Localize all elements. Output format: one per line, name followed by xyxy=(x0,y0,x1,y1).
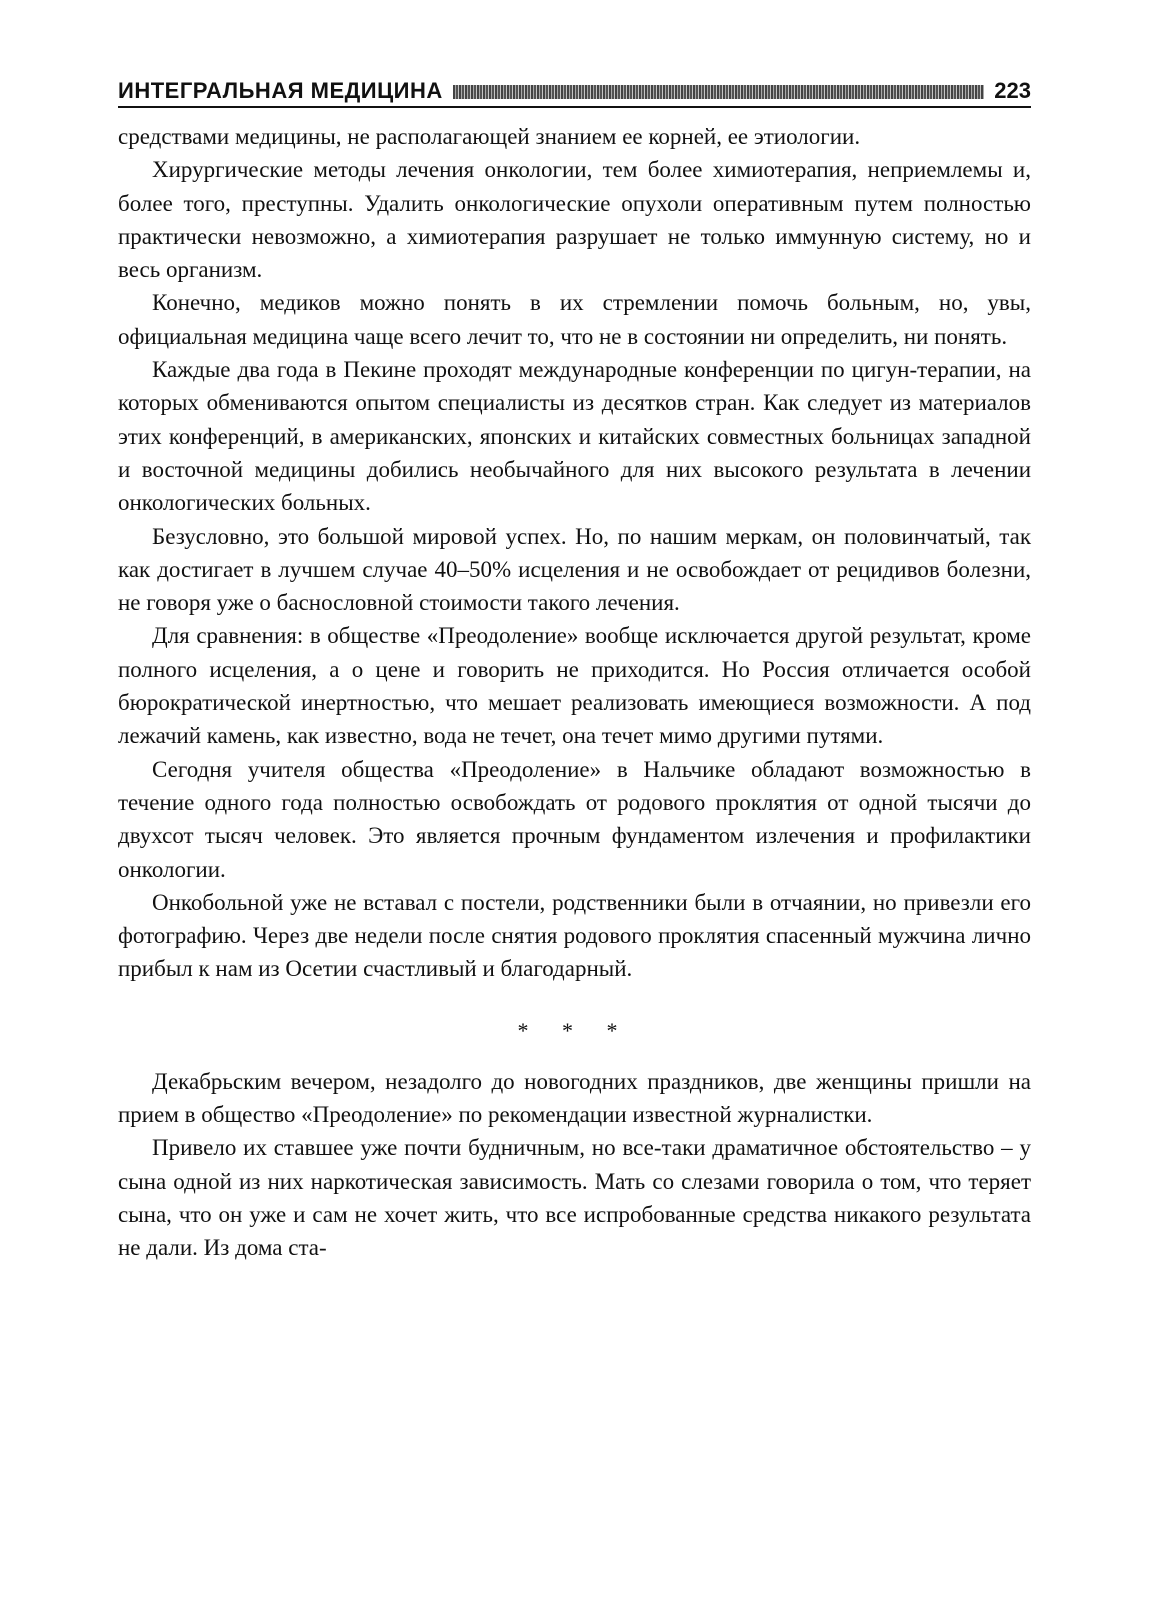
body-text xyxy=(118,120,1031,1265)
paragraph: Конечно, медиков можно понять в их стремлении помочь больным, но, увы, официальная медицина чаще всего лечит то, что не в состоянии ни определить, ни понять. xyxy=(118,290,1031,349)
paragraph: средствами медицины, не располагающей знанием ее корней, ее этиологии. xyxy=(118,124,861,149)
paragraph: Онкобольной уже не вставал с постели, родственники были в отчаянии, но привезли его фотографию. Через две недели после снятия родового проклятия спасенный мужчина лично прибыл к нам из Осетии счастливый и благодарный. xyxy=(118,889,1031,982)
page-number: 223 xyxy=(994,78,1031,103)
paragraph: Привело их ставшее уже почти будничным, но все-таки драматичное обстоятельство – у сына одной из них наркотическая зависимость. Мать со слезами говорила о том, что теряет сына, что он уже и сам не хочет жить, что все испробованные средства никакого результата не дали. Из дома ста- xyxy=(118,1135,1031,1261)
paragraph: Каждые два года в Пекине проходят международные конференции по цигун-терапии, на которых обмениваются опытом специалисты из десятков стран. Как следует из материалов этих конференций, в американских, японских и китайских совместных больницах западной и восточной медицины добились необычайного для них высокого результата в лечении онкологических больных. xyxy=(118,357,1031,516)
section-separator: * * * xyxy=(517,1017,632,1043)
paragraph: Для сравнения: в обществе «Преодоление» вообще исключается другой результат, кроме полного исцеления, а о цене и говорить не приходится. Но Россия отличается особой бюрократической инертностью, что мешает реализовать имеющиеся возможности. А под лежачий камень, как известно, вода не течет, она течет мимо другими путями. xyxy=(118,623,1031,749)
header-title: ИНТЕГРАЛЬНАЯ МЕДИЦИНА xyxy=(118,78,443,103)
book-page xyxy=(118,70,1031,1265)
paragraph: Сегодня учителя общества «Преодоление» в Нальчике обладают возможностью в течение одного года полностью освобождать от родового проклятия от одной тысячи до двухсот тысяч человек. Это является прочным фундаментом излечения и профилактики онкологии. xyxy=(118,756,1031,882)
paragraph: Безусловно, это большой мировой успех. Но, по нашим меркам, он половинчатый, так как достигает в лучшем случае 40–50% исцеления и не освобождает от рецидивов болезни, не говоря уже о баснословной стоимости такого лечения. xyxy=(118,523,1031,616)
paragraph: Хирургические методы лечения онкологии, тем более химиотерапия, неприемлемы и, более того, преступны. Удалить онкологические опухоли оперативным путем полностью практически невозможно, а химиотерапия разрушает не только иммунную систему, но и весь организм. xyxy=(118,157,1031,283)
paragraph: Декабрьским вечером, незадолго до новогодних праздников, две женщины пришли на прием в общество «Преодоление» по рекомендации известной журналистки. xyxy=(118,1068,1031,1128)
running-header xyxy=(118,70,1031,108)
header-decorative-rule xyxy=(453,85,985,99)
